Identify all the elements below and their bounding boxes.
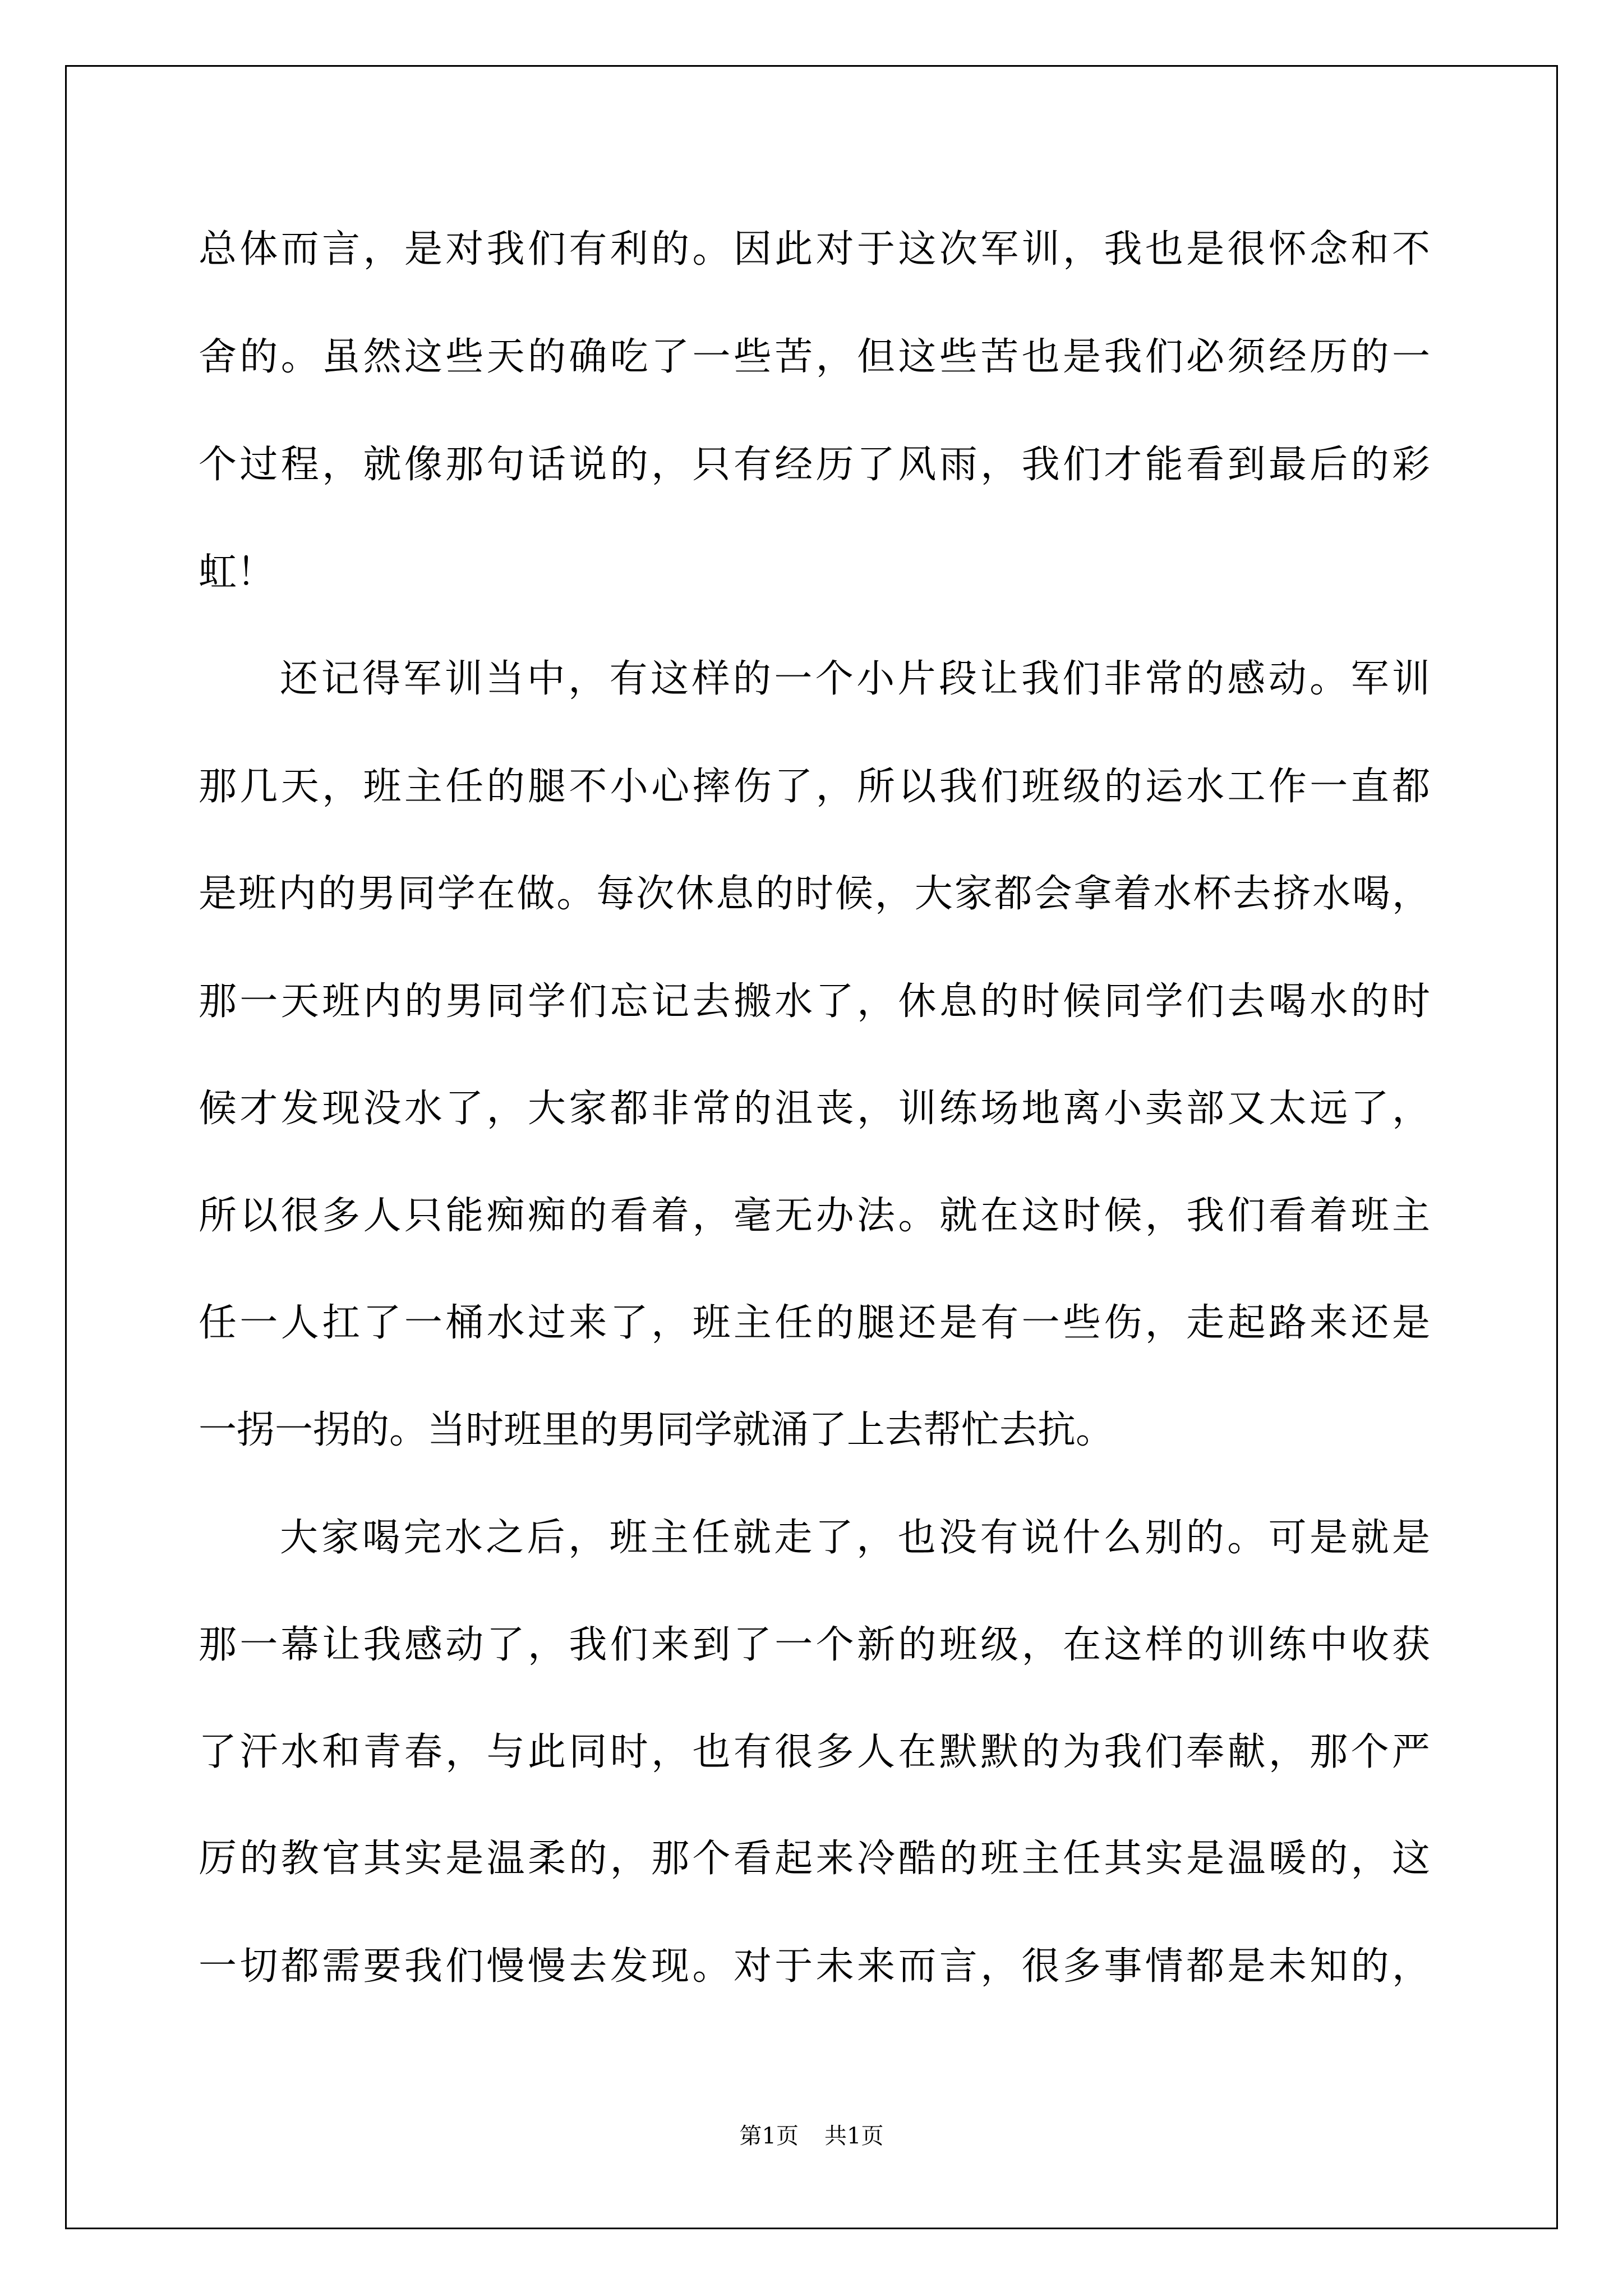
text-line: 那一天班内的男同学们忘记去搬水了，休息的时候同学们去喝水的时: [199, 979, 1430, 1024]
text-line: 总体而言，是对我们有利的。因此对于这次军训，我也是很怀念和不: [199, 227, 1430, 272]
page-border: [65, 65, 1558, 2229]
text-line: 个过程，就像那句话说的，只有经历了风雨，我们才能看到最后的彩: [199, 443, 1430, 487]
text-line: 任一人扛了一桶水过来了，班主任的腿还是有一些伤，走起路来还是: [199, 1301, 1430, 1345]
page-footer: [0, 2122, 1623, 2150]
text-line: 是班内的男同学在做。每次休息的时候，大家都会拿着水杯去挤水喝，: [199, 872, 1430, 916]
text-line: 厉的教官其实是温柔的，那个看起来冷酷的班主任其实是温暖的，这: [199, 1837, 1430, 1881]
text-line: 所以很多人只能痴痴的看着，毫无办法。就在这时候，我们看着班主: [199, 1194, 1430, 1238]
text-line: 了汗水和青春，与此同时，也有很多人在默默的为我们奉献，那个严: [199, 1730, 1430, 1774]
page-count: 共1页: [824, 2123, 884, 2149]
text-line: 那一幕让我感动了，我们来到了一个新的班级，在这样的训练中收获: [199, 1623, 1430, 1667]
text-line: 虹！: [199, 550, 275, 595]
paragraph-first-line: 大家喝完水之后，班主任就走了，也没有说什么别的。可是就是: [280, 1516, 1430, 1560]
page-number: 第1页: [739, 2123, 799, 2149]
paragraph-first-line: 还记得军训当中，有这样的一个小片段让我们非常的感动。军训: [280, 657, 1430, 701]
text-line: 那几天，班主任的腿不小心摔伤了，所以我们班级的运水工作一直都: [199, 765, 1430, 809]
text-line: 一切都需要我们慢慢去发现。对于未来而言，很多事情都是未知的，: [199, 1944, 1430, 1989]
text-line: 候才发现没水了，大家都非常的沮丧，训练场地离小卖部又太远了，: [199, 1087, 1430, 1131]
text-line: 一拐一拐的。当时班里的男同学就涌了上去帮忙去抗。: [199, 1408, 1114, 1452]
text-line: 舍的。虽然这些天的确吃了一些苦，但这些苦也是我们必须经历的一: [199, 335, 1430, 379]
